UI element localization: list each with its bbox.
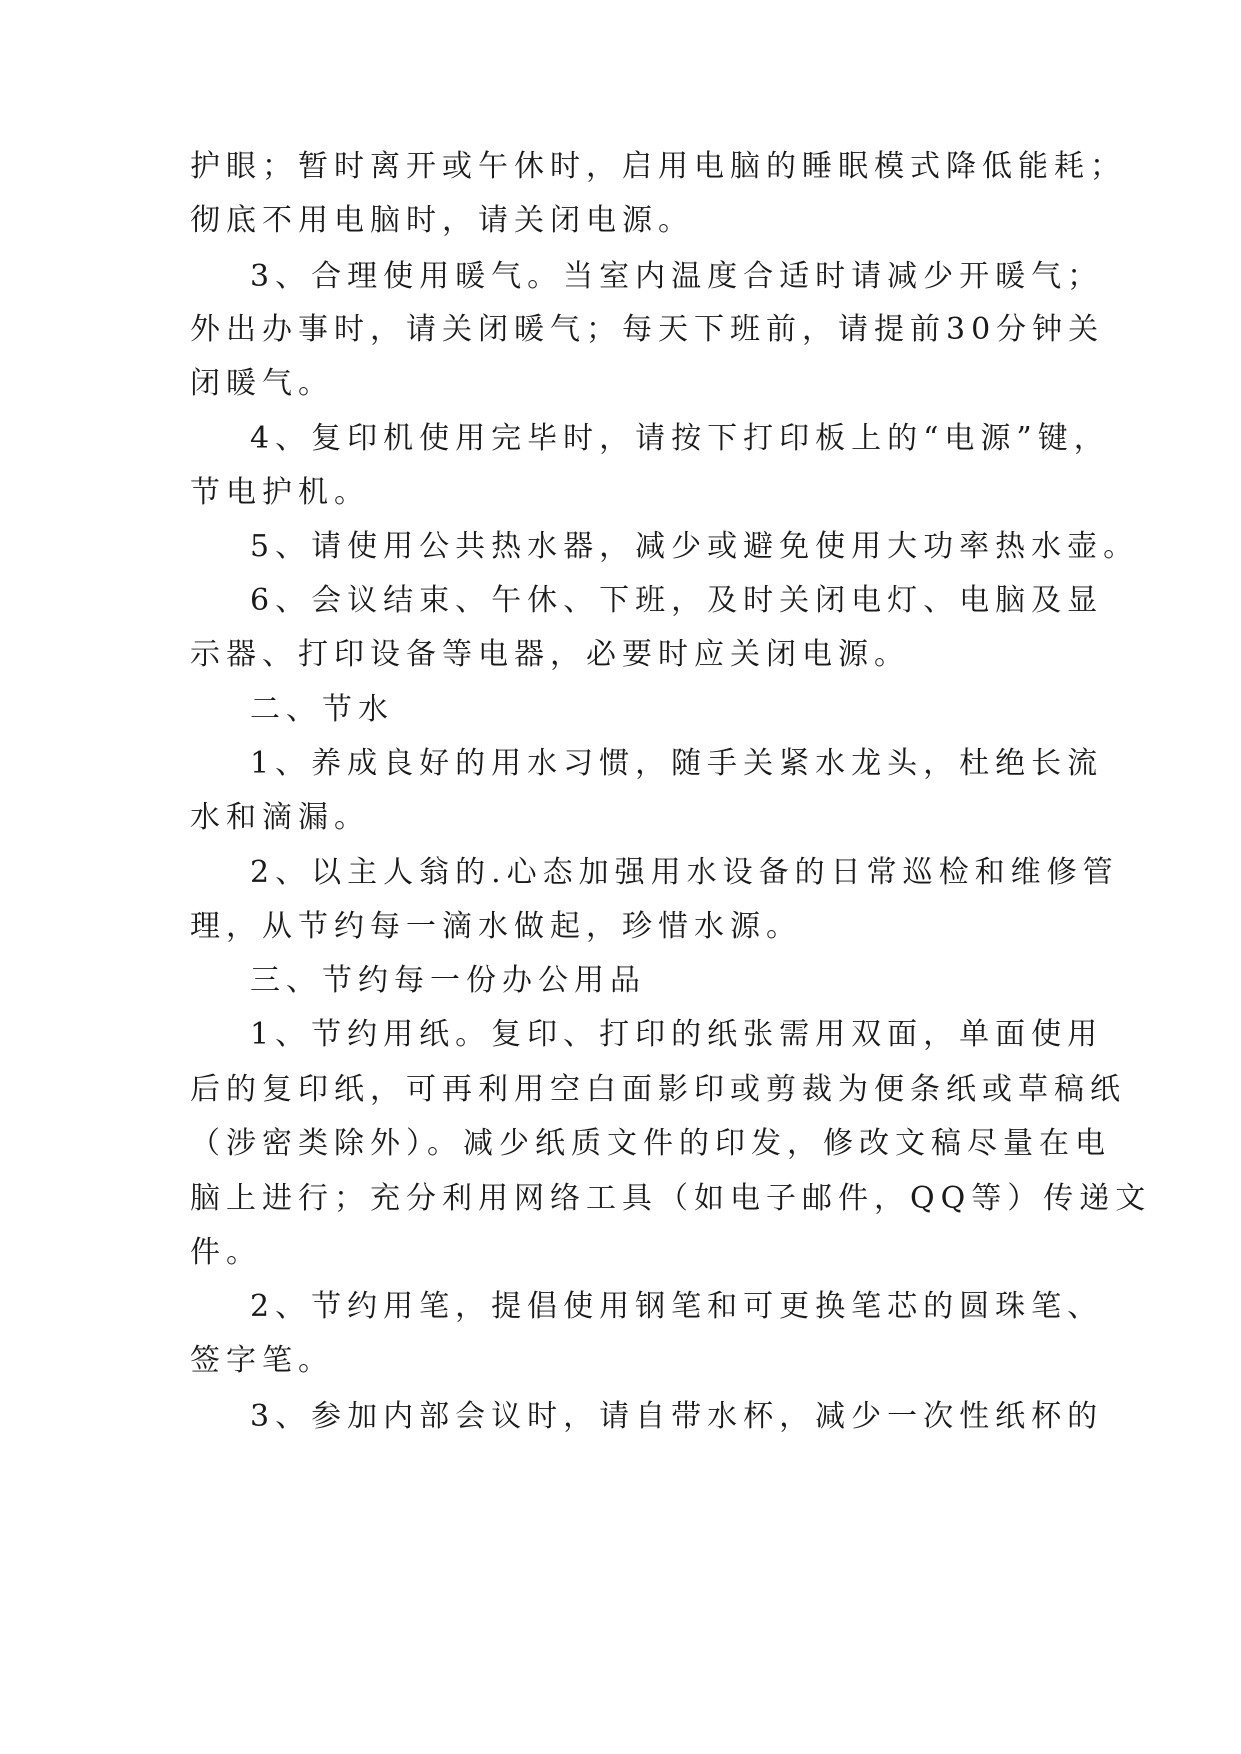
text-line: 6、会议结束、午休、下班，及时关闭电灯、电脑及显 xyxy=(250,583,1104,618)
text-line: 2、节约用笔，提倡使用钢笔和可更换笔芯的圆珠笔、 xyxy=(250,1289,1104,1324)
text-line: 5、请使用公共热水器，减少或避免使用大功率热水壶。 xyxy=(250,529,1140,564)
text-line: 后的复印纸，可再利用空白面影印或剪裁为便条纸或草稿纸 xyxy=(190,1072,1126,1107)
section-heading: 三、节约每一份办公用品 xyxy=(250,963,646,998)
text-line: 3、参加内部会议时，请自带水杯，减少一次性纸杯的 xyxy=(250,1399,1104,1434)
text-line: 护眼；暂时离开或午休时，启用电脑的睡眠模式降低能耗； xyxy=(190,149,1126,184)
text-line: 1、节约用纸。复印、打印的纸张需用双面，单面使用 xyxy=(250,1017,1104,1052)
text-line: 签字笔。 xyxy=(190,1343,334,1378)
text-line: 闭暖气。 xyxy=(190,366,334,401)
text-line: 脑上进行；充分利用网络工具（如电子邮件，QQ等）传递文 xyxy=(190,1181,1152,1216)
section-heading: 二、节水 xyxy=(250,692,394,727)
text-line: 彻底不用电脑时，请关闭电源。 xyxy=(190,203,694,238)
text-line: 水和滴漏。 xyxy=(190,800,370,835)
text-line: 示器、打印设备等电器，必要时应关闭电源。 xyxy=(190,637,910,672)
text-line: 外出办事时，请关闭暖气；每天下班前，请提前30分钟关 xyxy=(190,312,1105,347)
text-line: 2、以主人翁的.心态加强用水设备的日常巡检和维修管 xyxy=(250,855,1119,890)
text-line: 件。 xyxy=(190,1235,262,1270)
text-line: 1、养成良好的用水习惯，随手关紧水龙头，杜绝长流 xyxy=(250,746,1104,781)
text-line: 3、合理使用暖气。当室内温度合适时请减少开暖气； xyxy=(250,259,1104,294)
text-line: 理，从节约每一滴水做起，珍惜水源。 xyxy=(190,909,802,944)
text-line: 节电护机。 xyxy=(190,475,370,510)
text-line: 4、复印机使用完毕时，请按下打印板上的“电源”键， xyxy=(250,421,1110,456)
text-line: （涉密类除外）。减少纸质文件的印发，修改文稿尽量在电 xyxy=(190,1126,1111,1161)
